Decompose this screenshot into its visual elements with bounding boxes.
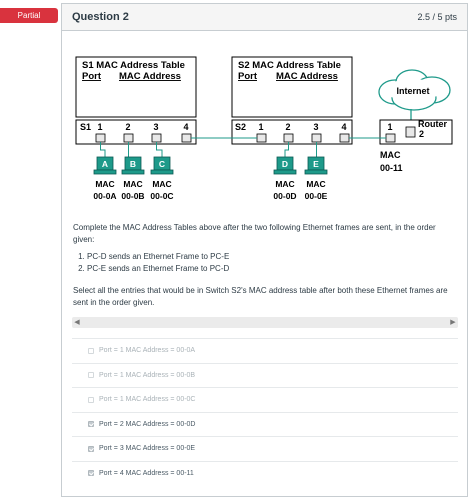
router-port-2 (406, 127, 415, 137)
pc-e (305, 157, 328, 201)
horizontal-scrollbar[interactable] (72, 317, 458, 328)
pc-b-mac: 00-0B (121, 191, 145, 201)
question-header (62, 4, 467, 31)
pc-c-mac: 00-0C (150, 191, 174, 201)
pc-b-letter: B (129, 159, 137, 169)
s1-port-3 (152, 134, 161, 142)
s1-label: S1 (80, 122, 92, 132)
checkbox[interactable] (88, 348, 94, 354)
answer-option[interactable] (72, 338, 458, 363)
answer-label: Port = 2 MAC Address = 00-0D (99, 420, 196, 428)
s1-col-mac: MAC Address (119, 71, 181, 82)
pc-a-letter: A (101, 159, 109, 169)
router-mac-label: MAC (380, 150, 401, 160)
pc-b (121, 157, 144, 201)
s1-port-4 (182, 134, 191, 142)
s2-port-label: 3 (313, 122, 319, 132)
pc-a-mac-label: MAC (95, 179, 115, 189)
s2-port-label: 2 (285, 122, 291, 132)
s2-col-port: Port (238, 71, 257, 82)
question-prompt: Select all the entries that would be in Switch S2's MAC address table after both these Ethernet frames are sent in the order given. (73, 286, 448, 307)
answer-option[interactable] (72, 387, 458, 412)
s2-port-label: 1 (258, 122, 264, 132)
s2-table-title: S2 MAC Address Table (238, 60, 341, 71)
answer-option[interactable] (72, 436, 458, 461)
s2-port-4 (340, 134, 349, 142)
pc-c-mac-label: MAC (152, 179, 172, 189)
s2-label: S2 (235, 122, 247, 132)
answer-option[interactable] (72, 412, 458, 437)
switch-s2 (232, 120, 352, 144)
question-points: 2.5 / 5 pts (417, 12, 457, 22)
scroll-left-icon[interactable]: ◀ (74, 319, 80, 326)
checkbox-checked[interactable] (88, 470, 94, 476)
s1-port-label: 1 (97, 122, 103, 132)
pc-c-letter: C (158, 159, 166, 169)
answer-label: Port = 4 MAC Address = 00-11 (99, 469, 194, 477)
s2-mac-table (232, 57, 352, 117)
status-badge: Partial (0, 8, 58, 23)
checkbox[interactable] (88, 397, 94, 403)
pc-a-mac: 00-0A (93, 191, 117, 201)
pc-d (273, 157, 296, 201)
answer-label: Port = 1 MAC Address = 00-0C (99, 396, 196, 404)
answer-label: Port = 3 MAC Address = 00-0E (99, 445, 196, 453)
s1-port-label: 4 (183, 122, 189, 132)
answer-label: Port = 1 MAC Address = 00-0B (99, 371, 196, 379)
router-port-1 (386, 134, 395, 142)
pc-d-mac: 00-0D (273, 191, 297, 201)
answer-option[interactable] (72, 461, 458, 486)
internet-cloud-icon (379, 70, 450, 110)
network-diagram (62, 32, 467, 212)
switch-s1 (76, 120, 196, 144)
s2-port-label: 4 (341, 122, 347, 132)
s2-port-3 (312, 134, 321, 142)
s2-port-1 (257, 134, 266, 142)
instructions-text: Complete the MAC Address Tables above after the two following Ethernet frames are sent, in the order given: (73, 223, 436, 244)
pc-d-mac-label: MAC (275, 179, 295, 189)
s2-col-mac: MAC Address (276, 71, 338, 82)
answer-list (72, 338, 458, 485)
s1-port-label: 2 (125, 122, 131, 132)
s1-table-title: S1 MAC Address Table (82, 60, 185, 71)
pc-c (150, 157, 173, 201)
checkbox[interactable] (88, 372, 94, 378)
router (380, 119, 452, 173)
answer-option[interactable] (72, 363, 458, 388)
s1-col-port: Port (82, 71, 101, 82)
router-label: Router (418, 119, 447, 129)
answer-label: Port = 1 MAC Address = 00-0A (99, 347, 196, 355)
internet-label: Internet (396, 86, 430, 96)
pc-e-mac-label: MAC (306, 179, 326, 189)
question-card (61, 3, 468, 497)
pc-d-letter: D (281, 159, 289, 169)
step-item: 2. PC-E sends an Ethernet Frame to PC-D (87, 263, 456, 275)
question-title: Question 2 (72, 11, 129, 23)
pc-e-letter: E (313, 159, 319, 169)
pc-a (93, 157, 116, 201)
s1-port-label: 3 (153, 122, 159, 132)
step-item: 1. PC-D sends an Ethernet Frame to PC-E (87, 251, 456, 263)
s1-port-1 (96, 134, 105, 142)
router-port2-label: 2 (419, 129, 425, 139)
pc-b-mac-label: MAC (123, 179, 143, 189)
steps-list (73, 251, 456, 275)
router-mac-value: 00-11 (380, 163, 403, 173)
router-port-label: 1 (387, 122, 393, 132)
s1-mac-table (76, 57, 196, 117)
s2-port-2 (284, 134, 293, 142)
checkbox-checked[interactable] (88, 446, 94, 452)
scroll-right-icon[interactable]: ▶ (450, 319, 456, 326)
checkbox-checked[interactable] (88, 421, 94, 427)
s1-port-2 (124, 134, 133, 142)
pc-e-mac: 00-0E (304, 191, 328, 201)
